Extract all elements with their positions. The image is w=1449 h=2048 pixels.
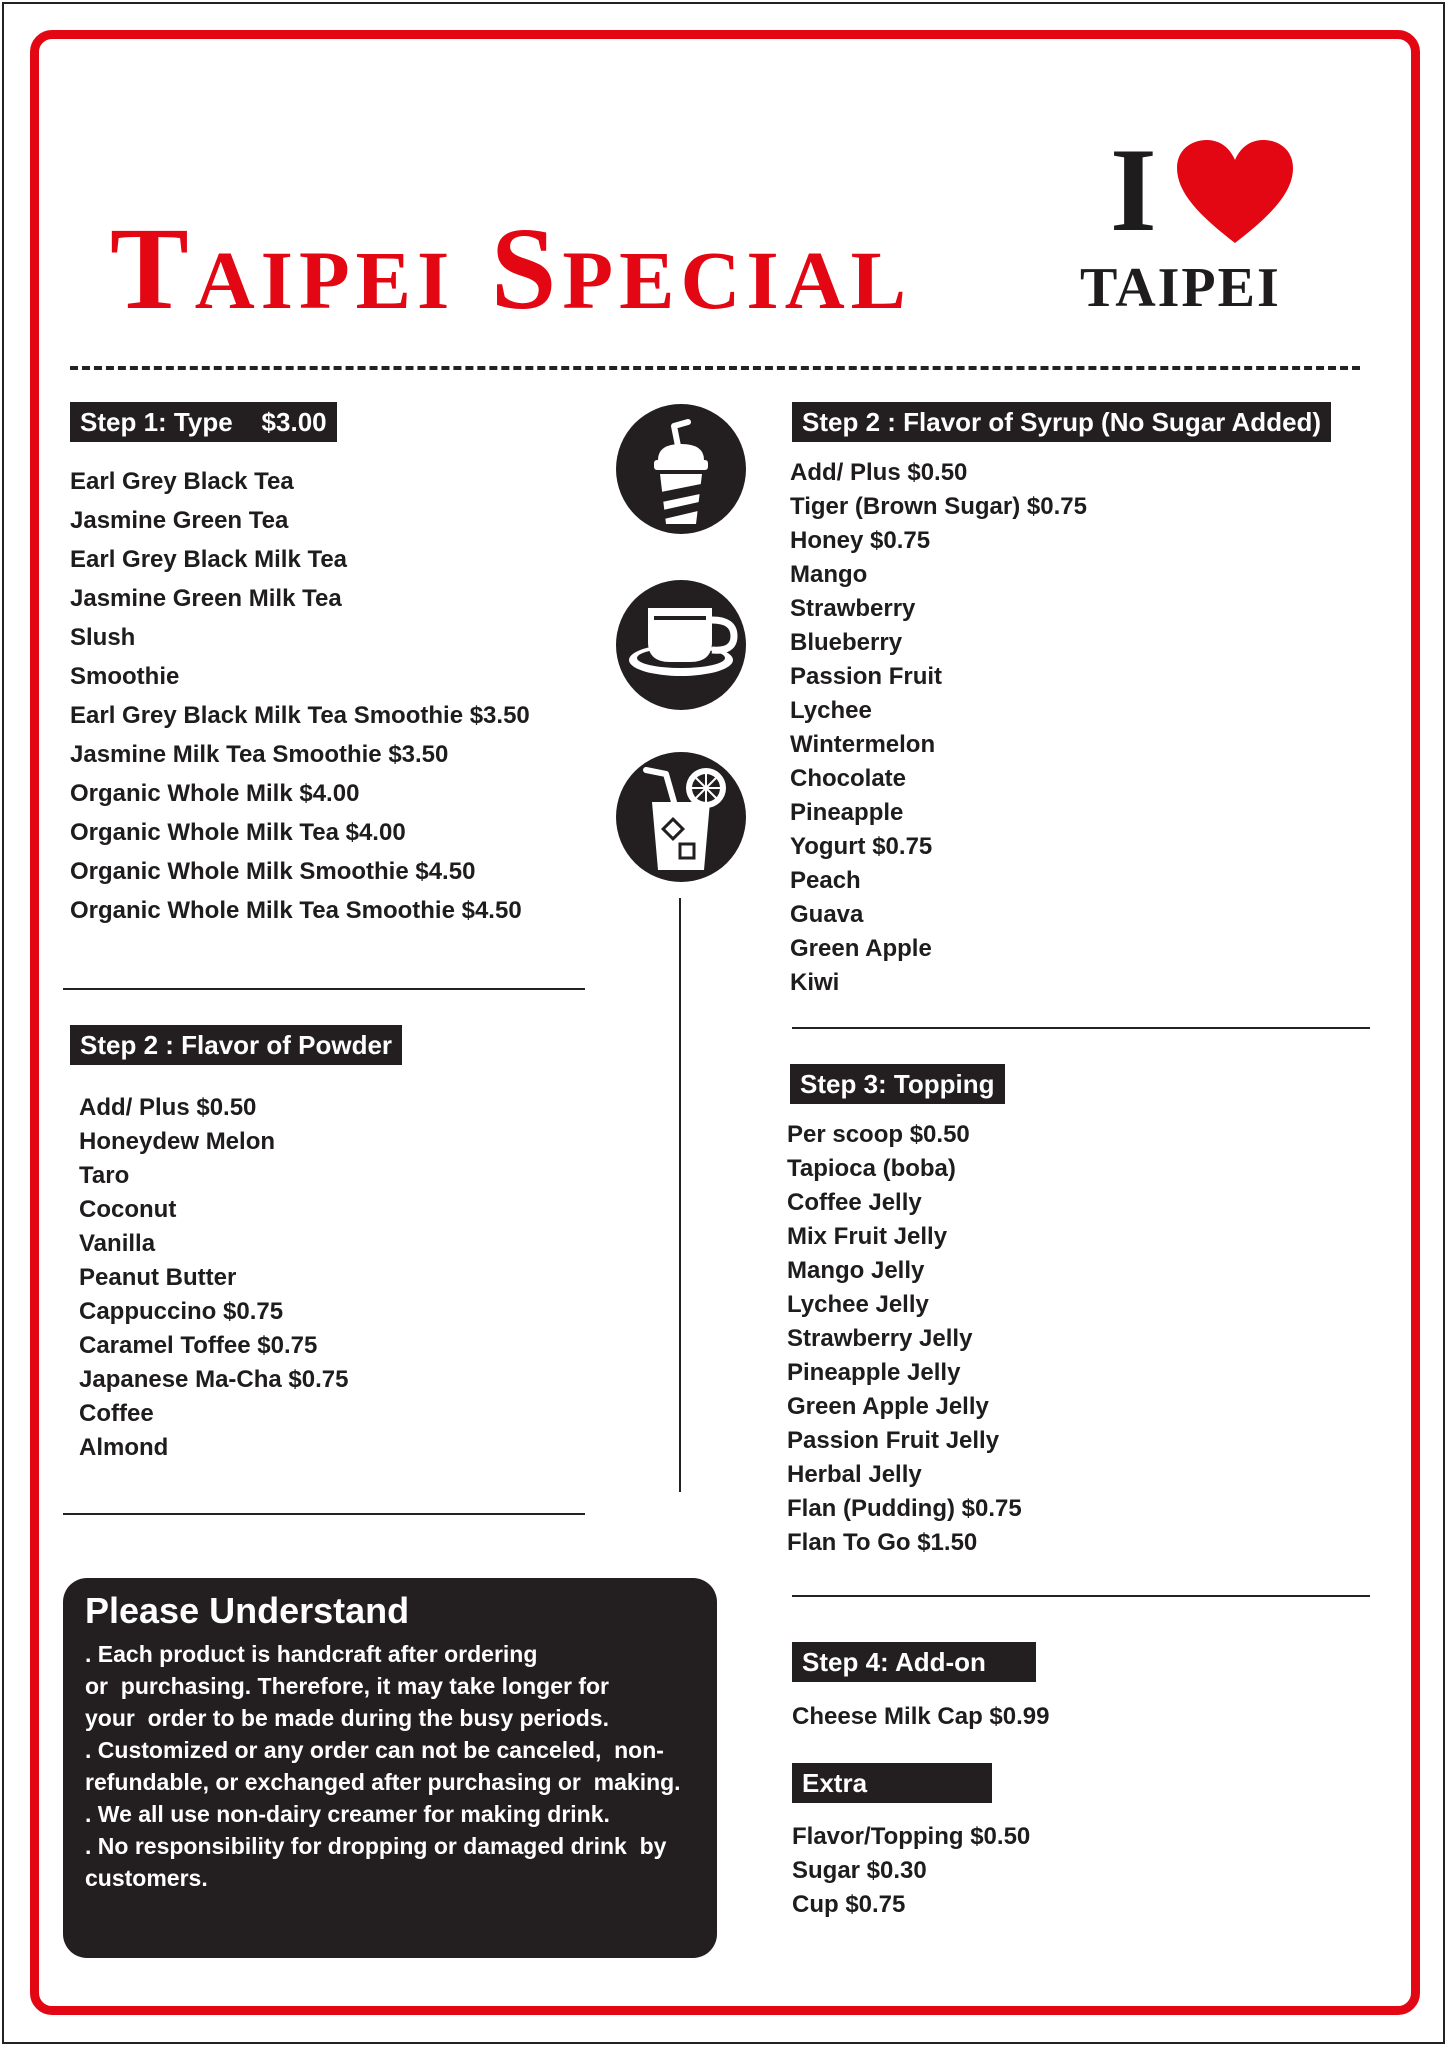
step3-heading: Step 3: Topping bbox=[790, 1064, 1005, 1104]
list-item: Organic Whole Milk Tea Smoothie $4.50 bbox=[70, 897, 522, 924]
list-item: Mix Fruit Jelly bbox=[787, 1223, 948, 1250]
list-item: Cheese Milk Cap $0.99 bbox=[792, 1703, 1050, 1730]
list-item: Almond bbox=[79, 1434, 169, 1461]
logo-city: TAIPEI bbox=[1080, 257, 1281, 319]
list-item: Mango Jelly bbox=[787, 1257, 925, 1284]
list-item: Blueberry bbox=[790, 629, 903, 656]
list-item: Jasmine Green Tea bbox=[70, 507, 289, 534]
center-divider bbox=[679, 898, 681, 1492]
notice-box bbox=[63, 1578, 717, 1958]
step2-syrup-heading: Step 2 : Flavor of Syrup (No Sugar Added) bbox=[792, 402, 1331, 442]
extra-heading: Extra bbox=[792, 1763, 992, 1803]
list-item: Mango bbox=[790, 561, 868, 588]
list-item: Peanut Butter bbox=[79, 1264, 237, 1291]
list-item: Lychee bbox=[790, 697, 872, 724]
list-item: Lychee Jelly bbox=[787, 1291, 929, 1318]
notice-title: Please Understand bbox=[85, 1590, 410, 1631]
list-item: Cup $0.75 bbox=[792, 1891, 906, 1918]
step3-list bbox=[787, 1118, 1022, 1560]
smoothie-cup-icon bbox=[616, 404, 746, 534]
list-item: Honey $0.75 bbox=[790, 527, 931, 554]
list-item: Sugar $0.30 bbox=[792, 1857, 927, 1884]
list-item: Caramel Toffee $0.75 bbox=[79, 1332, 318, 1359]
list-item: Coffee Jelly bbox=[787, 1189, 922, 1216]
list-item: Guava bbox=[790, 901, 864, 928]
step4-heading: Step 4: Add-on bbox=[792, 1642, 1036, 1682]
list-item: Peach bbox=[790, 867, 861, 894]
coffee-cup-icon bbox=[616, 580, 746, 710]
list-item: Herbal Jelly bbox=[787, 1461, 922, 1488]
list-item: Wintermelon bbox=[790, 731, 936, 758]
list-item: Tapioca (boba) bbox=[787, 1155, 956, 1182]
list-item: Cappuccino $0.75 bbox=[79, 1298, 284, 1325]
list-item: Flan To Go $1.50 bbox=[787, 1529, 978, 1556]
list-item: Organic Whole Milk Tea $4.00 bbox=[70, 819, 406, 846]
section-divider bbox=[792, 1027, 1370, 1029]
list-item: Pineapple Jelly bbox=[787, 1359, 961, 1386]
notice-list bbox=[85, 1638, 695, 1894]
list-item: Coconut bbox=[79, 1196, 177, 1223]
list-item: Earl Grey Black Milk Tea Smoothie $3.50 bbox=[70, 702, 530, 729]
list-item: Add/ Plus $0.50 bbox=[790, 459, 968, 486]
list-item: Strawberry Jelly bbox=[787, 1325, 973, 1352]
list-item: Flan (Pudding) $0.75 bbox=[787, 1495, 1022, 1522]
list-item: Passion Fruit Jelly bbox=[787, 1427, 1000, 1454]
list-item: Chocolate bbox=[790, 765, 907, 792]
list-item: Yogurt $0.75 bbox=[790, 833, 933, 860]
notice-item: . We all use non-dairy creamer for making drink. bbox=[85, 1801, 610, 1827]
section-divider bbox=[63, 1513, 585, 1515]
list-item: Japanese Ma-Cha $0.75 bbox=[79, 1366, 349, 1393]
list-item: Honeydew Melon bbox=[79, 1128, 276, 1155]
header-divider bbox=[70, 366, 1360, 370]
step4-list bbox=[792, 1700, 1049, 1734]
list-item: Passion Fruit bbox=[790, 663, 943, 690]
list-item: Pineapple bbox=[790, 799, 904, 826]
list-item: Earl Grey Black Tea bbox=[70, 468, 294, 495]
list-item: Flavor/Topping $0.50 bbox=[792, 1823, 1031, 1850]
heart-icon bbox=[1175, 138, 1295, 248]
list-item: Taro bbox=[79, 1162, 130, 1189]
iced-drink-icon bbox=[616, 752, 746, 882]
i-love-taipei-logo bbox=[1080, 123, 1320, 330]
list-item: Green Apple Jelly bbox=[787, 1393, 989, 1420]
section-divider bbox=[792, 1595, 1370, 1597]
section-divider bbox=[63, 988, 585, 990]
list-item: Per scoop $0.50 bbox=[787, 1121, 970, 1148]
list-item: Green Apple bbox=[790, 935, 932, 962]
notice-item: . No responsibility for dropping or damaged drink by customers. bbox=[85, 1833, 667, 1891]
list-item: Slush bbox=[70, 624, 136, 651]
notice-item: . Each product is handcraft after ordering or purchasing. Therefore, it may take longer for your order to be made during the busy periods. bbox=[85, 1641, 610, 1731]
list-item: Add/ Plus $0.50 bbox=[79, 1094, 257, 1121]
list-item: Kiwi bbox=[790, 969, 840, 996]
step2-powder-list bbox=[79, 1091, 348, 1465]
step2-powder-heading: Step 2 : Flavor of Powder bbox=[70, 1025, 402, 1065]
list-item: Tiger (Brown Sugar) $0.75 bbox=[790, 493, 1087, 520]
list-item: Jasmine Green Milk Tea bbox=[70, 585, 342, 612]
step1-heading: Step 1: Type $3.00 bbox=[70, 402, 337, 442]
menu-title: Taipei Special bbox=[110, 203, 913, 334]
list-item: Organic Whole Milk $4.00 bbox=[70, 780, 360, 807]
list-item: Smoothie bbox=[70, 663, 180, 690]
list-item: Jasmine Milk Tea Smoothie $3.50 bbox=[70, 741, 449, 768]
list-item: Organic Whole Milk Smoothie $4.50 bbox=[70, 858, 476, 885]
list-item: Earl Grey Black Milk Tea bbox=[70, 546, 348, 573]
list-item: Vanilla bbox=[79, 1230, 156, 1257]
notice-item: . Customized or any order can not be canceled, non-refundable, or exchanged after purchasing or making. bbox=[85, 1737, 681, 1795]
list-item: Coffee bbox=[79, 1400, 154, 1427]
extra-list bbox=[792, 1820, 1030, 1922]
step1-list bbox=[70, 462, 530, 930]
list-item: Strawberry bbox=[790, 595, 916, 622]
logo-letter: I bbox=[1110, 123, 1157, 256]
step2-syrup-list bbox=[790, 456, 1087, 1000]
